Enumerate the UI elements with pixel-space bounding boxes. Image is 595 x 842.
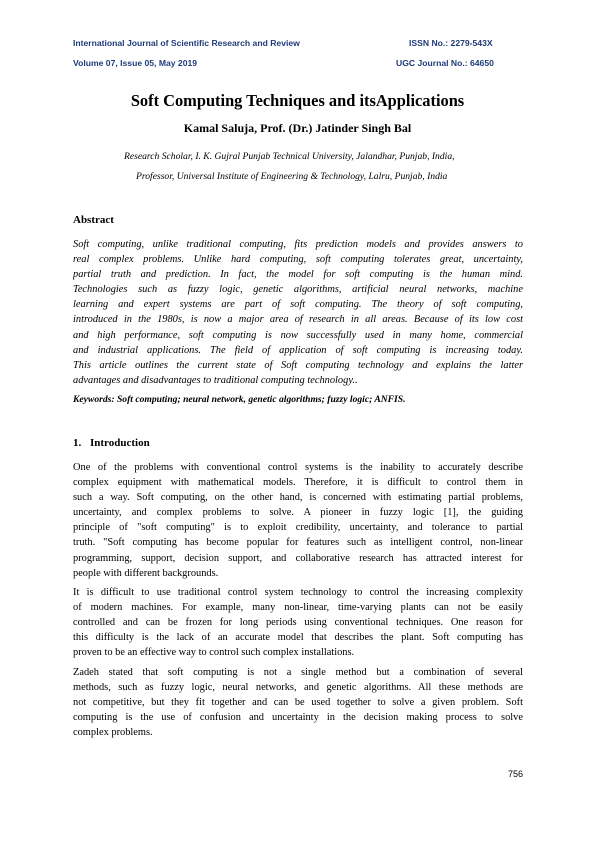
affiliation-2: Professor, Universal Institute of Engineering & Technology, Lalru, Punjab, India — [136, 171, 448, 182]
keywords: Keywords: Soft computing; neural network, genetic algorithms; fuzzy logic; ANFIS. — [73, 394, 406, 405]
paragraph-line: Zadeh stated that soft computing is not a single method but a combination of several — [73, 667, 523, 678]
paragraph-line: of modern machines. For example, many non-linear, time-varying plants can not be easily — [73, 602, 523, 614]
volume-issue: Volume 07, Issue 05, May 2019 — [73, 58, 198, 68]
paragraph-line: truth. "Soft computing has become popular for features such as intelligent control, non-linear — [73, 537, 523, 549]
abstract-line: Technologies such as fuzzy logic, genetic algorithms, artificial neural networks, machine — [73, 284, 523, 296]
paragraph-line: controlled and can be frozen for long periods using conventional techniques. One reason for — [73, 617, 523, 629]
paragraph-line: such a way. Soft computing, on the other hand, is concerned with estimating partial problems, — [73, 492, 523, 504]
intro-paragraph-3 — [73, 665, 523, 740]
paragraph-line: proven to be an effective way to control such complex installations. — [73, 647, 355, 659]
abstract-line: This article outlines the current state of Soft computing technology and explains the latter — [73, 359, 523, 371]
author-list: Kamal Saluja, Prof. (Dr.) Jatinder Singh Bal — [183, 121, 412, 135]
introduction-heading — [73, 437, 150, 449]
paragraph-line: One of the problems with conventional control systems is the inability to accurately describe — [73, 462, 523, 473]
abstract-line: Soft computing, unlike traditional computing, fits prediction models and provides answers to — [73, 239, 523, 250]
abstract-line: real complex problems. Unlike hard computing, soft computing tolerates great, uncertainty, — [73, 254, 523, 266]
paragraph-line: methods, such as fuzzy logic, neural networks, and genetic algorithms. All these methods are — [73, 682, 523, 694]
paragraph-line: uncertainty, and complex problems to solve. A pioneer in fuzzy logic [1], the guiding — [73, 507, 523, 519]
paragraph-line: principle of "soft computing" is to exploit credibility, uncertainty, and tolerance to partial — [73, 522, 523, 534]
paragraph-line: people with different backgrounds. — [73, 567, 219, 579]
paragraph-line: complex equipment with mathematical models. Therefore, it is difficult to control them in — [73, 477, 523, 489]
paragraph-line: programming, support, decision support, and collaborative research has attracted interest for — [73, 552, 523, 564]
intro-paragraph-1 — [73, 460, 523, 581]
intro-paragraph-2 — [73, 585, 523, 660]
affiliation-1: Research Scholar, I. K. Gujral Punjab Technical University, Jalandhar, Punjab, India, — [124, 151, 455, 162]
abstract-line: introduced in the 1980s, is now a major area of research in all areas. Because of its low cost — [73, 314, 523, 326]
journal-name: International Journal of Scientific Research and Review — [73, 38, 300, 48]
paragraph-line: not competitive, but they fit together and can be used together to solve a given problem. Soft — [73, 697, 523, 709]
paragraph-line: It is difficult to use traditional control system technology to control the increasing complexity — [73, 587, 523, 598]
ugc-journal-number: UGC Journal No.: 64650 — [396, 58, 494, 68]
abstract-line: learning and expert systems are part of soft computing. The theory of soft computing, — [73, 299, 523, 311]
paragraph-line: this difficulty is the lack of an accurate model that describes the plant. Soft computing has — [73, 632, 523, 644]
section-title: Introduction — [90, 437, 150, 449]
abstract-line: partial truth and prediction. In fact, the model for soft computing is the human mind. — [73, 269, 523, 281]
abstract-text — [73, 237, 523, 388]
paper-title: Soft Computing Techniques and itsApplications — [130, 91, 465, 110]
paragraph-line: complex problems. — [73, 727, 153, 739]
abstract-line: and high performance, soft computing is now successfully used in many home, commercial — [73, 329, 523, 341]
abstract-line: and industrial applications. The field of application of soft computing is increasing today. — [73, 344, 523, 356]
section-number: 1. — [73, 437, 82, 449]
abstract-heading: Abstract — [73, 214, 114, 226]
abstract-line: advantages and disadvantages to traditional computing technology.. — [73, 374, 358, 386]
issn-number: ISSN No.: 2279-543X — [409, 38, 493, 48]
paragraph-line: computing is the use of confusion and uncertainty in the decision making process to solve — [73, 712, 523, 724]
page-number: 756 — [508, 769, 524, 779]
